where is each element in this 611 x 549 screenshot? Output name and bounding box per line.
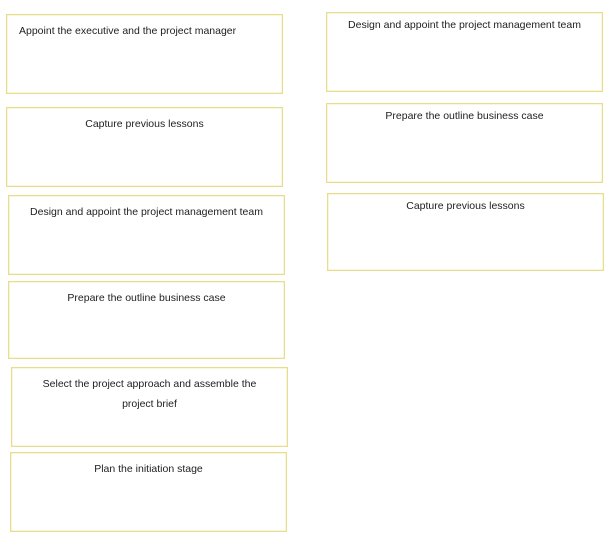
left-item-4[interactable]: [8, 281, 285, 359]
left-item-1-label: Appoint the executive and the project manager: [19, 25, 237, 37]
right-slot-3-label: Capture previous lessons: [406, 200, 525, 212]
right-slot-2-label: Prepare the outline business case: [385, 110, 544, 122]
left-item-5-label: Select the project approach and assemble the project brief: [42, 378, 257, 410]
left-item-4-label: Prepare the outline business case: [67, 292, 226, 304]
left-item-1[interactable]: [6, 14, 283, 94]
left-item-6[interactable]: [10, 452, 287, 532]
left-item-5[interactable]: [11, 367, 288, 447]
left-item-3[interactable]: [8, 195, 285, 275]
right-slot-2[interactable]: [326, 103, 603, 183]
left-item-3-label: Design and appoint the project management team: [30, 206, 263, 218]
left-item-6-label: Plan the initiation stage: [94, 463, 203, 475]
right-slot-1[interactable]: [326, 12, 603, 92]
right-slot-3[interactable]: [327, 193, 604, 271]
left-item-2-label: Capture previous lessons: [85, 118, 204, 130]
right-slot-1-label: Design and appoint the project management team: [348, 19, 581, 31]
left-item-2[interactable]: [6, 107, 283, 187]
